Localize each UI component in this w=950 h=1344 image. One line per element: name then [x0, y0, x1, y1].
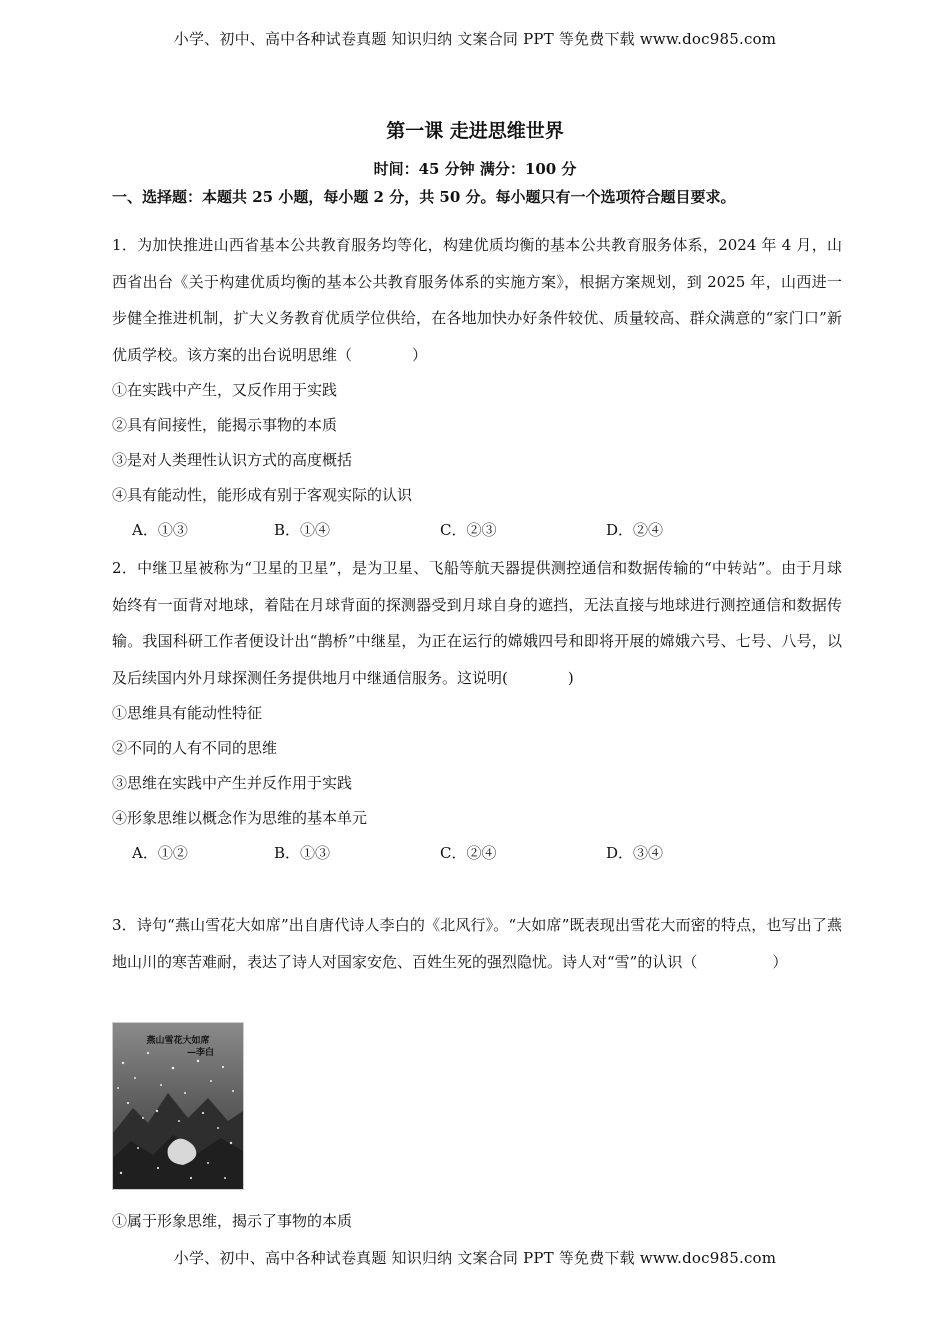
- choice-b[interactable]: B．①③: [274, 844, 331, 862]
- choice-d[interactable]: D．②④: [606, 521, 664, 539]
- choice-c[interactable]: C．②④: [440, 844, 497, 862]
- section-heading: 一、选择题：本题共 25 小题，每小题 2 分，共 50 分。每小题只有一个选项符合题目要求。: [112, 188, 736, 206]
- statement: ②不同的人有不同的思维: [112, 739, 278, 757]
- choice-a[interactable]: A．①③: [132, 521, 188, 539]
- image-caption: 燕山雪花大如席: [146, 1036, 210, 1046]
- question-text: 3．诗句“燕山雪花大如席”出自唐代诗人李白的《北风行》。“大如席”既表现出雪花大而密的特点，也写出了燕地山川的寒苦难耐，表达了诗人对国家安危、百姓生死的强烈隐忧。诗人对“雪”的认识（ ）: [112, 916, 842, 971]
- snow-landscape-image: [112, 1022, 244, 1190]
- choice-a[interactable]: A．①②: [132, 844, 188, 862]
- question-2: [112, 550, 842, 871]
- statement: ④具有能动性，能形成有别于客观实际的认识: [112, 486, 413, 504]
- statement: ①在实践中产生，又反作用于实践: [112, 381, 338, 399]
- exam-info: 时间：45 分钟 满分：100 分: [373, 160, 577, 178]
- statement: ③思维在实践中产生并反作用于实践: [112, 774, 353, 792]
- choice-b[interactable]: B．①④: [274, 521, 331, 539]
- choice-c[interactable]: C．②③: [440, 521, 497, 539]
- statement: ①属于形象思维，揭示了事物的本质: [112, 1212, 353, 1230]
- answer-choices: [112, 513, 842, 548]
- answer-choices: [112, 836, 842, 871]
- statement: ③是对人类理性认识方式的高度概括: [112, 451, 353, 469]
- question-1: [112, 227, 842, 548]
- page-header: 小学、初中、高中各种试卷真题 知识归纳 文案合同 PPT 等免费下载 www.doc985.com: [173, 30, 777, 48]
- statement: ④形象思维以概念作为思维的基本单元: [112, 809, 368, 827]
- statement: ②具有间接性，能揭示事物的本质: [112, 416, 338, 434]
- question-text: 2．中继卫星被称为“卫星的卫星”，是为卫星、飞船等航天器提供测控通信和数据传输的“中转站”。由于月球始终有一面背对地球，着陆在月球背面的探测器受到月球自身的遮挡，无法直接与地球进行测控通信和数据传输。我国科研工作者便设计出“鹊桥”中继星，为正在运行的嫦娥四号和即将开展的嫦娥六号、七号、八号，以及后续国内外月球探测任务提供地月中继通信服务。这说明( ): [112, 559, 842, 687]
- question-3: [112, 907, 842, 980]
- page-footer: 小学、初中、高中各种试卷真题 知识归纳 文案合同 PPT 等免费下载 www.doc985.com: [173, 1249, 777, 1267]
- image-caption-author: —李白: [187, 1048, 215, 1058]
- choice-d[interactable]: D．③④: [606, 844, 664, 862]
- question-text: 1．为加快推进山西省基本公共教育服务均等化，构建优质均衡的基本公共教育服务体系，2024 年 4 月，山西省出台《关于构建优质均衡的基本公共教育服务体系的实施方案》，根据方案规划，到 2025 年，山西进一步健全推进机制，扩大义务教育优质学位供给，在各地加快办好条件较优、质量较高、群众满意的“家门口”新优质学校。该方案的出台说明思维（ ）: [112, 236, 842, 364]
- statement: ①思维具有能动性特征: [112, 704, 263, 722]
- page-title: 第一课 走进思维世界: [386, 120, 564, 142]
